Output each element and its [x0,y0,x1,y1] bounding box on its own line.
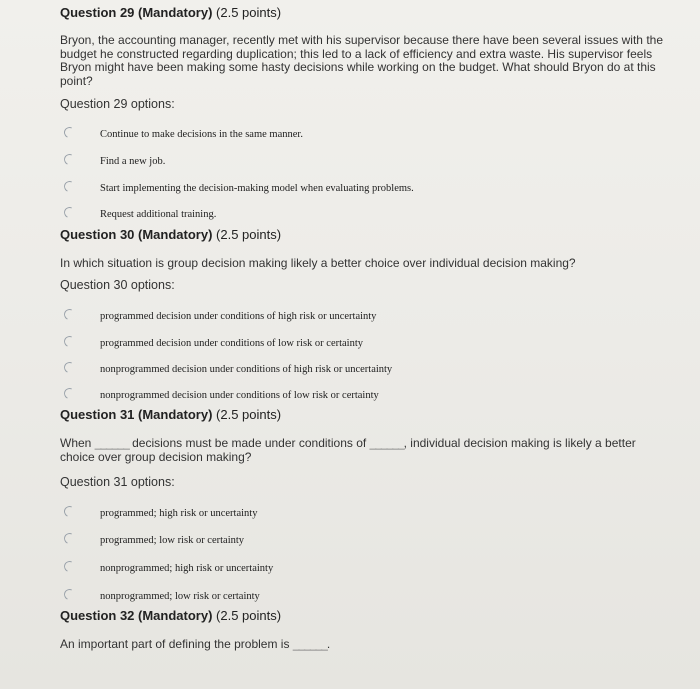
option-label: Start implementing the decision-making model when evaluating problems. [100,183,414,194]
question-32-prompt [60,638,680,652]
question-title-text: Question 29 (Mandatory) [60,5,213,20]
radio-button[interactable] [62,559,76,573]
fill-in-blank: ______ [292,637,327,651]
prompt-text: . [326,637,331,651]
radio-button[interactable] [62,504,76,518]
question-32-title [60,608,281,623]
question-title-text: Question 30 (Mandatory) [60,227,213,242]
radio-button[interactable] [62,125,76,139]
radio-button[interactable] [62,531,76,545]
question-points: (2.5 points) [216,608,282,623]
option-label: programmed decision under conditions of high risk or uncertainty [100,311,377,322]
radio-button[interactable] [62,386,76,400]
option-label: nonprogrammed; high risk or uncertainty [100,563,274,574]
question-points: (2.5 points) [216,5,282,20]
question-31-options-label: Question 31 options: [60,475,175,489]
question-30-options-label: Question 30 options: [60,278,175,292]
radio-button[interactable] [62,179,76,193]
fill-in-blank: ______ [369,436,404,450]
option-label: programmed decision under conditions of low risk or certainty [100,338,364,349]
question-29-prompt: Bryon, the accounting manager, recently met with his supervisor because there have been several issues with the budget he constructed regarding duplication; this led to a lack of efficiency and extra waste. His supervisor feels Bryon might have been making some hasty decisions while working on the budget. What should Bryon do at this point? [60,33,663,88]
question-30-prompt: In which situation is group decision making likely a better choice over individual decision making? [60,256,576,270]
option-label: nonprogrammed; low risk or certainty [100,591,260,602]
option-label: programmed; high risk or uncertainty [100,508,258,519]
radio-button[interactable] [62,205,76,219]
radio-button[interactable] [62,152,76,166]
question-title-text: Question 32 (Mandatory) [60,608,213,623]
prompt-text: , individual decision making is likely a better choice over group decision making? [60,436,636,464]
option-label: programmed; low risk or certainty [100,535,245,546]
prompt-text: When [60,436,92,450]
question-points: (2.5 points) [216,407,282,422]
prompt-text: decisions must be made under conditions of [132,436,367,450]
option-label: Find a new job. [100,156,166,167]
fill-in-blank: ______ [94,436,129,450]
question-31-prompt [60,437,670,464]
option-label: Continue to make decisions in the same manner. [100,129,303,140]
option-label: Request additional training. [100,209,217,220]
radio-button[interactable] [62,360,76,374]
option-label: nonprogrammed decision under conditions of low risk or certainty [100,390,379,401]
question-title-text: Question 31 (Mandatory) [60,407,213,422]
question-29-options-label: Question 29 options: [60,97,175,111]
radio-button[interactable] [62,334,76,348]
option-label: nonprogrammed decision under conditions of high risk or uncertainty [100,364,393,375]
question-31-title [60,407,281,422]
radio-button[interactable] [62,307,76,321]
prompt-text: An important part of defining the problem is [60,637,290,651]
radio-button[interactable] [62,587,76,601]
question-points: (2.5 points) [216,227,282,242]
question-30-title [60,227,281,242]
question-29-title [60,5,281,20]
